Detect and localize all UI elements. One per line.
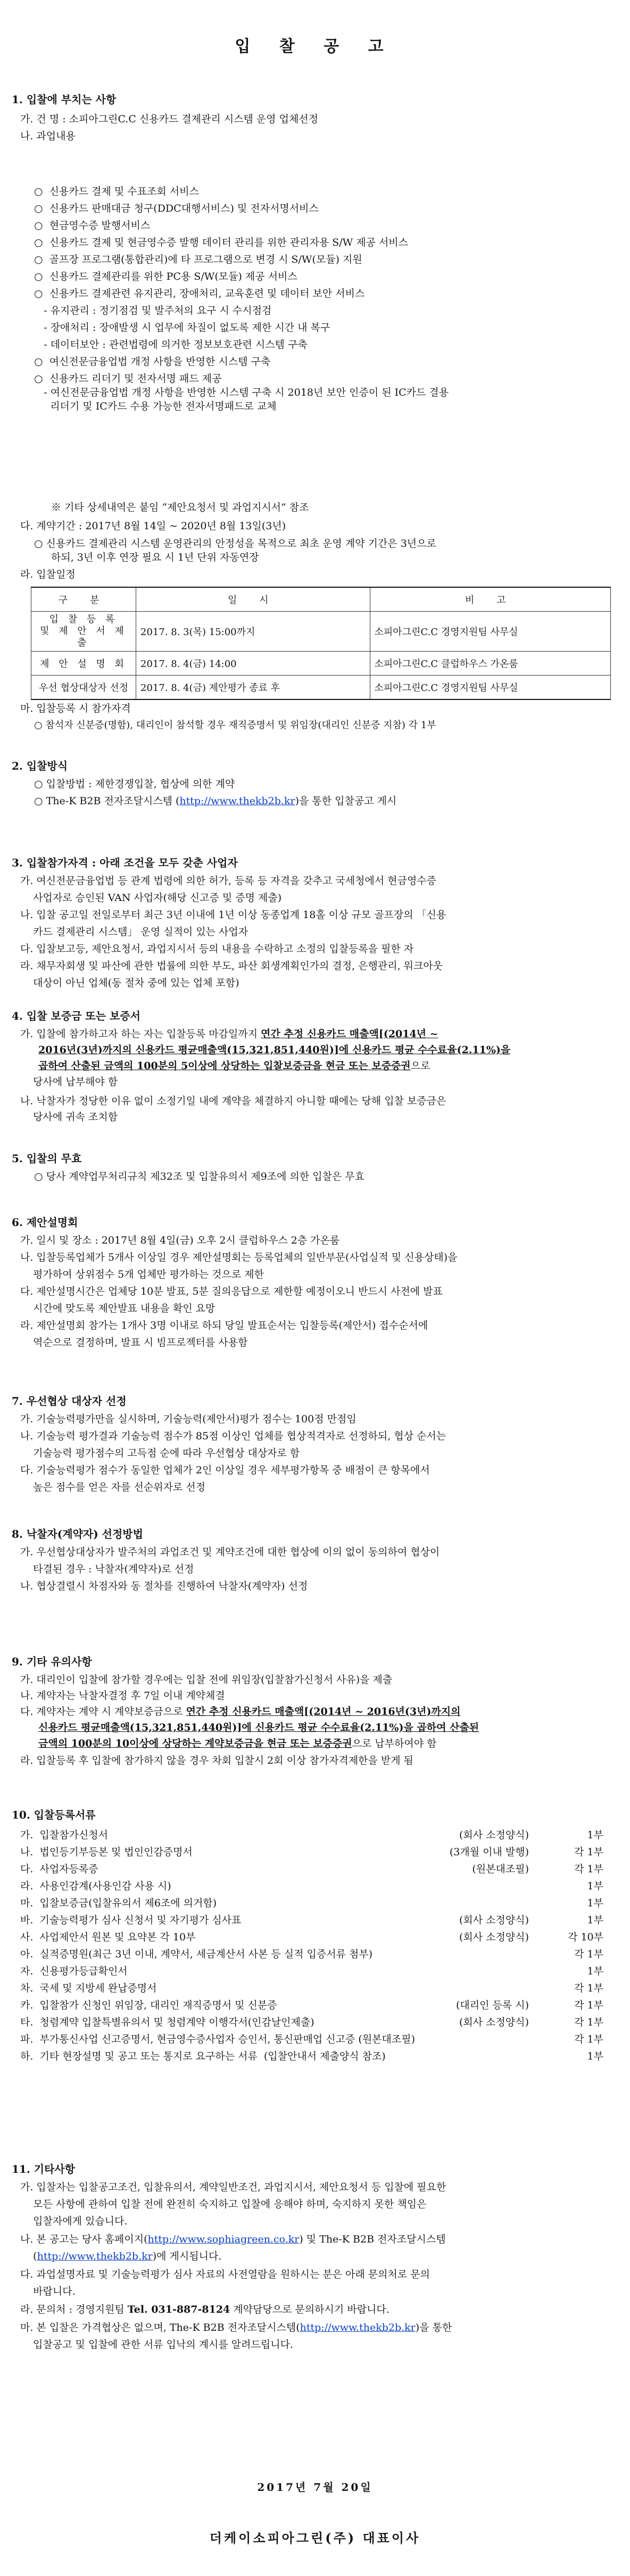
document-item-name: 사. 사업제안서 원본 및 요약본 각 10부: [20, 1931, 196, 1943]
schedule-col-note: 비 고: [370, 587, 610, 612]
s1-contract-period: 다. 계약기간 : 2017년 8월 14일 ~ 2020년 8월 13일(3년): [20, 520, 286, 532]
document-item-name: 타. 청렴계약 입찰특별유의서 및 청렴계약 이행각서(인감날인제출): [20, 2016, 314, 2028]
s11-line-9-post: )을 통한: [415, 2322, 452, 2333]
s9-line-4-emph: 신용카드 평균매출액(15,321,851,440원)]에 신용카드 평균 수수료율(2.11%)을 곱하여 산출된: [38, 1722, 479, 1733]
qualification-line: 다. 입찰보고등, 제안요청서, 과업지시서 등의 내용을 수락하고 소정의 입찰등록을 필한 자: [20, 943, 414, 955]
schedule-cell: 2017. 8. 4(금) 제안평가 종료 후: [136, 676, 370, 700]
section-6-heading: 6. 제안설명회: [12, 1216, 78, 1229]
s1-contract-sub2: 하되, 3년 이후 연장 필요 시 1년 단위 자동연장: [51, 552, 259, 563]
s11-line-5: [20, 2250, 221, 2263]
s9-line-2: 나. 계약자는 낙찰자결정 후 7일 이내 계약체결: [20, 1690, 225, 1702]
s11-line-4: [20, 2233, 446, 2246]
s4-line-1-emph: 연간 추정 신용카드 매출액[(2014년 ~: [261, 1028, 438, 1040]
s4-line-1-text: 가. 입찰에 참가하고자 하는 자는 입찰등록 마감일까지: [20, 1028, 261, 1040]
document-item-name: 바. 기술능력평가 심사 신청서 및 자기평가 심사표: [20, 1914, 242, 1926]
document-item-name: 하. 기타 현장설명 및 공고 또는 통지로 요구하는 서류 (입찰안내서 제출양식 참조): [20, 2050, 386, 2062]
award-line: 타결된 경우 : 낙찰자(계약자)로 선정: [20, 1563, 194, 1575]
section-4-heading: 4. 입찰 보증금 또는 보증서: [12, 1010, 140, 1022]
scope-list-item: ○ 신용카드 결제 및 현금영수증 발행 데이터 관리를 위한 관리자용 S/W 제공 서비스: [34, 237, 409, 248]
scope-list-item: ○ 여신전문금융업법 개정 사항을 반영한 시스템 구축: [34, 356, 271, 368]
schedule-cell: 2017. 8. 4(금) 14:00: [136, 652, 370, 676]
document-item-name: 가. 입찰참가신청서: [20, 1829, 108, 1841]
document-item-condition: (회사 소정양식): [459, 1914, 529, 1926]
priority-line: 나. 기술능력 평가결과 기술능력 점수가 85점 이상인 업체를 협상적격자로 선정하되, 협상 순서는: [20, 1430, 446, 1442]
document-item-name: 차. 국세 및 지방세 완납증명서: [20, 1982, 157, 1994]
thekb2b-link-3[interactable]: http://www.thekb2b.kr: [300, 2322, 416, 2333]
document-item-name: 자. 신용평가등급확인서: [20, 1965, 128, 1977]
s2-system-post: )을 통한 입찰공고 게시: [295, 795, 397, 807]
s4-line-1: [20, 1028, 438, 1040]
qualification-line: 라. 채무자회생 및 파산에 관한 법률에 의한 부도, 파산 회생계획인가의 결정, 은행관리, 워크아웃: [20, 960, 443, 972]
document-item-qty: 1부: [587, 1965, 603, 1977]
document-item-condition: (원본대조필): [472, 1863, 529, 1875]
award-line: 나. 협상결렬시 차점자와 동 절차를 진행하여 낙찰자(계약자) 선정: [20, 1580, 308, 1592]
schedule-col-type: 구 분: [31, 587, 136, 612]
scope-list-item: - 데이터보안 : 관련법령에 의거한 정보보호관련 시스템 구축: [34, 339, 308, 351]
sophiagreen-homepage-link[interactable]: http://www.sophiagreen.co.kr: [147, 2233, 300, 2245]
schedule-header-row: [31, 587, 611, 612]
section-5-heading: 5. 입찰의 무효: [12, 1152, 82, 1165]
s9-line-1: 가. 대리인이 입찰에 참가할 경우에는 입찰 전에 위임장(입찰참가신청서 사유)을 제출: [20, 1674, 393, 1686]
document-item-condition: (회사 소정양식): [459, 1931, 529, 1943]
scope-list-item: ○ 골프장 프로그램(통합관리)에 타 프로그램으로 변경 시 S/W(모듈) 지원: [34, 254, 362, 265]
schedule-cell: 우선 협상대상자 선정: [31, 676, 136, 700]
priority-line: 높은 점수를 얻은 자를 선순위자로 선정: [20, 1481, 206, 1493]
qualification-line: 가. 여신전문금융업법 등 관계 법령에 의한 허가, 등록 등 자격을 갖추고 국세청에서 현금영수증: [20, 875, 437, 887]
s11-line-8-pre: 라. 문의처 : 경영지원팀: [20, 2304, 128, 2315]
document-item-qty: 각 1부: [574, 1863, 603, 1875]
s11-line-5-pre: (: [20, 2250, 37, 2262]
s1-schedule-heading: 라. 입찰일정: [20, 569, 76, 580]
section-3-heading: 3. 입찰참가자격 : 아래 조건을 모두 갖춘 사업자: [12, 856, 238, 869]
scope-list-item: ○ 신용카드 리더기 및 전자서명 패드 제공: [34, 373, 222, 385]
briefing-line: 다. 제안설명시간은 업체당 10분 발표, 5분 질의응답으로 제한할 예정이오니 반드시 사전에 발표: [20, 1286, 443, 1297]
s11-line-7: 바랍니다.: [20, 2286, 76, 2297]
table-row: [31, 612, 611, 652]
s11-line-9-pre: 마. 본 입찰은 가격협상은 없으며, The-K B2B 전자조달시스템(: [20, 2322, 300, 2333]
section-2-heading: 2. 입찰방식: [12, 760, 68, 772]
scope-list-item: ○ 신용카드 판매대금 청구(DDC대행서비스) 및 전자서명서비스: [34, 203, 319, 214]
s9-line-3-text: 다. 계약자는 계약 시 계약보증금으로: [20, 1706, 186, 1718]
s4-line-2: [38, 1044, 510, 1056]
document-item-name: 나. 법인등기부등본 및 법인인감증명서: [20, 1846, 193, 1858]
scope-list-item: - 여신전문금융업법 개정 사항을 반영한 시스템 구축 시 2018년 보안 인증이 된 IC카드 결용: [34, 387, 449, 398]
s11-line-8-post: 계약담당으로 문의하시기 바랍니다.: [230, 2304, 389, 2315]
section-7-heading: 7. 우선협상 대상자 선정: [12, 1395, 127, 1407]
s9-line-3: [20, 1705, 461, 1718]
scope-list-item: - 유지관리 : 정기점검 및 발주처의 요구 시 수시점검: [34, 305, 272, 316]
s1-note: ※ 기타 상세내역은 붙임 “제안요청서 및 과업지시서” 참조: [51, 502, 309, 513]
document-item-name: 카. 입찰참가 신청인 위임장, 대리인 재직증명서 및 신분증: [20, 1999, 277, 2011]
s2-system-pre: ○ The-K B2B 전자조달시스템 (: [34, 795, 180, 807]
document-item-name: 다. 사업자등록증: [20, 1863, 98, 1875]
briefing-line: 시간에 맞도록 제안발표 내용을 확인 요망: [20, 1303, 215, 1314]
s11-line-10: 입찰공고 및 입찰에 관한 서류 입낙의 계시를 알려드립니다.: [20, 2339, 293, 2350]
section-1-heading: 1. 입찰에 부치는 사항: [12, 93, 117, 106]
qualification-line: 카드 결제관리 시스템」 운영 실적이 있는 사업자: [20, 926, 248, 938]
section-11-heading: 11. 기타사항: [12, 2163, 76, 2175]
priority-line: 다. 기술능력평가 점수가 동일한 업체가 2인 이상일 경우 세부평가항목 중 배점이 큰 항목에서: [20, 1464, 430, 1476]
schedule-cell: 제 안 설 명 회: [31, 652, 136, 676]
document-item-qty: 1부: [587, 1829, 603, 1841]
document-item-qty: 각 1부: [574, 1999, 603, 2011]
document-item-condition: (회사 소정양식): [459, 2016, 529, 2028]
scope-list-item: ○ 신용카드 결제관련 유지관리, 장애처리, 교육훈련 및 데이터 보안 서비스: [34, 288, 365, 299]
scope-list-item: - 장애처리 : 장애발생 시 업무에 차질이 없도록 제한 시간 내 복구: [34, 322, 330, 334]
priority-line: 가. 기술능력평가만을 실시하며, 기술능력(제안서)평가 점수는 100점 만점임: [20, 1413, 357, 1425]
document-item-qty: 각 1부: [574, 1846, 603, 1858]
schedule-cell: 소피아그린C.C 클럽하우스 가온룸: [370, 652, 610, 676]
document-item-qty: 1부: [587, 1914, 603, 1926]
document-item-name: 아. 실적증명원(최근 3년 이내, 계약서, 세금계산서 사본 등 실적 입증서류 첨부): [20, 1948, 373, 1960]
schedule-cell: 소피아그린C.C 경영지원팀 사무실: [370, 612, 610, 652]
qualification-line: 나. 입찰 공고일 전일로부터 최근 3년 이내에 1년 이상 동종업계 18홀 이상 규모 골프장의 「신용: [20, 909, 446, 921]
briefing-line: 가. 일시 및 장소 : 2017년 8월 4일(금) 오후 2시 클럽하우스 2층 가온룸: [20, 1235, 340, 1246]
s9-line-6: 라. 입찰등록 후 입찰에 참가하지 않을 경우 차회 입찰시 2회 이상 참가자격제한을 받게 됨: [20, 1755, 414, 1766]
briefing-line: 나. 입찰등록업체가 5개사 이상일 경우 제안설명회는 등록업체의 일반부문(사업실적 및 신용상태)을: [20, 1252, 458, 1263]
document-item-qty: 1부: [587, 1880, 603, 1892]
s4-line-5: 나. 낙찰자가 정당한 이유 없이 소정기일 내에 계약을 체결하지 아니할 때에는 당해 입찰 보증금은: [20, 1095, 446, 1107]
thekb2b-link-2[interactable]: http://www.thekb2b.kr: [37, 2250, 153, 2262]
table-row: [31, 652, 611, 676]
s1-attendee-detail: ○ 참석자 신분증(명함), 대리인이 참석할 경우 재직증명서 및 위임장(대리인 신분증 지참) 각 1부: [34, 720, 436, 731]
schedule-col-datetime: 일 시: [136, 587, 370, 612]
scope-list-item: ○ 신용카드 결제 및 수표조회 서비스: [34, 186, 199, 197]
s1-name-value: 소피아그린C.C 신용카드 결제관리 시스템 운영 업체선정: [69, 113, 319, 125]
schedule-cell: 입 찰 등 록 및 제 안 서 제 출: [31, 612, 136, 652]
award-line: 가. 우선협상대상자가 발주처의 과업조건 및 계약조건에 대한 협상에 이의 없이 동의하여 협상이: [20, 1546, 440, 1558]
s11-line-8: [20, 2303, 389, 2316]
section-9-heading: 9. 기타 유의사항: [12, 1655, 92, 1668]
s4-line-2-emph: 2016년(3년)까지의 신용카드 평균매출액(15,321,851,440원)]에 신용카드 평균 수수료율(2.11%)을: [38, 1044, 511, 1056]
s2-method: ○ 입찰방법 : 제한경쟁입찰, 협상에 의한 계약: [34, 778, 235, 790]
s11-line-4-post: ) 및 The-K B2B 전자조달시스템: [299, 2233, 446, 2245]
s9-line-5-emph: 금액의 100분의 10이상에 상당하는 계약보증금을 현금 또는 보증증권: [38, 1738, 352, 1749]
qualification-line: 사업자로 승인된 VAN 사업자(해당 신고증 및 증명 제출): [20, 892, 282, 904]
s4-line-6: 당사에 귀속 조치함: [20, 1111, 118, 1123]
document-item-qty: 1부: [587, 1897, 603, 1909]
s11-line-4-pre: 나. 본 공고는 당사 홈페이지(: [20, 2233, 148, 2245]
s1-scope-heading: 나. 과업내용: [20, 130, 76, 142]
s11-line-3: 입찰자에게 있습니다.: [20, 2215, 128, 2227]
notice-date: 2017년 7월 20일: [257, 2481, 373, 2494]
s1-name-label: 가. 건 명 :: [20, 113, 69, 125]
document-item-qty: 각 10부: [568, 1931, 603, 1943]
section-8-heading: 8. 낙찰자(계약자) 선정방법: [12, 1528, 143, 1540]
priority-line: 기술능력 평가점수의 고득점 순에 따라 우선협상 대상자로 함: [20, 1447, 300, 1459]
document-item-qty: 각 1부: [574, 1948, 603, 1960]
contact-phone: Tel. 031-887-8124: [127, 2304, 230, 2315]
s4-line-4: 당사에 납부해야 함: [20, 1076, 118, 1088]
document-item-name: 마. 입찰보증금(입찰유의서 제6조에 의거함): [20, 1897, 217, 1909]
document-item-name: 파. 부가통신사업 신고증명서, 현금영수증사업자 승인서, 통신판매업 신고증 (원본대조필): [20, 2033, 416, 2045]
s1-attendee-heading: 마. 입찰등록 시 참가자격: [20, 703, 131, 714]
s9-line-4: [38, 1721, 479, 1734]
s4-line-3: [38, 1060, 430, 1072]
s1-contract-sub1: ○ 신용카드 결제관리 시스템 운영관리의 안정성을 목적으로 최초 운영 계약 기간은 3년으로: [34, 538, 436, 549]
scope-list-item: ○ 현금영수증 발행서비스: [34, 220, 151, 231]
s11-line-9: [20, 2321, 452, 2334]
section-10-heading: 10. 입찰등록서류: [12, 1808, 96, 1821]
schedule-table: [31, 587, 611, 700]
briefing-line: 라. 제안설명회 참가는 1개사 3명 이내로 하되 당일 발표순서는 입찰등록(제안서) 접수순서에: [20, 1320, 428, 1331]
document-item-qty: 각 1부: [574, 2016, 603, 2028]
briefing-line: 역순으로 결정하며, 발표 시 빔프로젝터를 사용함: [20, 1337, 248, 1348]
table-row: [31, 676, 611, 700]
s11-line-5-post: )에 게시됩니다.: [152, 2250, 222, 2262]
document-item-condition: (3개월 이내 발행): [449, 1846, 529, 1858]
issuer-company: 더케이소피아그린(주) 대표이사: [209, 2530, 421, 2546]
document-item-condition: (대리인 등록 시): [455, 1999, 529, 2011]
document-item-name: 라. 사용인감계(사용인감 사용 시): [20, 1880, 171, 1892]
document-item-qty: 각 1부: [574, 2033, 603, 2045]
document-item-qty: 1부: [587, 2050, 603, 2062]
page-title: 입 찰 공 고: [235, 37, 395, 56]
s11-line-6: 다. 과업설명자료 및 기술능력평가 심사 자료의 사전열람을 원하시는 분은 아래 문의처로 문의: [20, 2269, 430, 2280]
schedule-cell: 소피아그린C.C 경영지원팀 사무실: [370, 676, 610, 700]
s5-line-1: ○ 당사 계약업무처리규칙 제32조 및 입찰유의서 제9조에 의한 입찰은 무효: [34, 1171, 365, 1182]
scope-list-item: 리더기 및 IC카드 수용 가능한 전자서명패드로 교체: [34, 401, 277, 412]
s9-line-3-emph: 연간 추정 신용카드 매출액[(2014년 ~ 2016년(3년)까지의: [186, 1706, 461, 1718]
s2-system: [34, 795, 396, 807]
document-item-condition: (회사 소정양식): [459, 1829, 529, 1841]
s4-line-3-emph: 곱하여 산출된 금액의 100분의 5이상에 상당하는 입찰보증금을 현금 또는 보증증권: [38, 1060, 411, 1072]
scope-list-item: ○ 신용카드 결제관리를 위한 PC용 S/W(모듈) 제공 서비스: [34, 271, 297, 282]
briefing-line: 평가하여 상위점수 5개 업체만 평가하는 것으로 제한: [20, 1269, 264, 1280]
s9-line-5-tail: 으로 납부하여야 함: [352, 1738, 437, 1749]
thekb2b-link[interactable]: http://www.thekb2b.kr: [179, 795, 295, 807]
document-item-qty: 각 1부: [574, 1982, 603, 1994]
s11-line-2: 모든 사항에 관하여 입찰 전에 완전히 숙지하고 입찰에 응해야 하며, 숙지하지 못한 책임은: [20, 2198, 427, 2210]
s1-item-name: [20, 113, 318, 126]
schedule-cell: 2017. 8. 3(목) 15:00까지: [136, 612, 370, 652]
qualification-line: 대상이 아닌 업체(동 절차 중에 있는 업체 포함): [20, 977, 239, 989]
s4-line-3-tail: 으로: [410, 1060, 430, 1072]
s11-line-1: 가. 입찰자는 입찰공고조건, 입찰유의서, 계약일반조건, 과업지시서, 제안요청서 등 입찰에 필요한: [20, 2181, 446, 2193]
s9-line-5: [38, 1737, 437, 1750]
